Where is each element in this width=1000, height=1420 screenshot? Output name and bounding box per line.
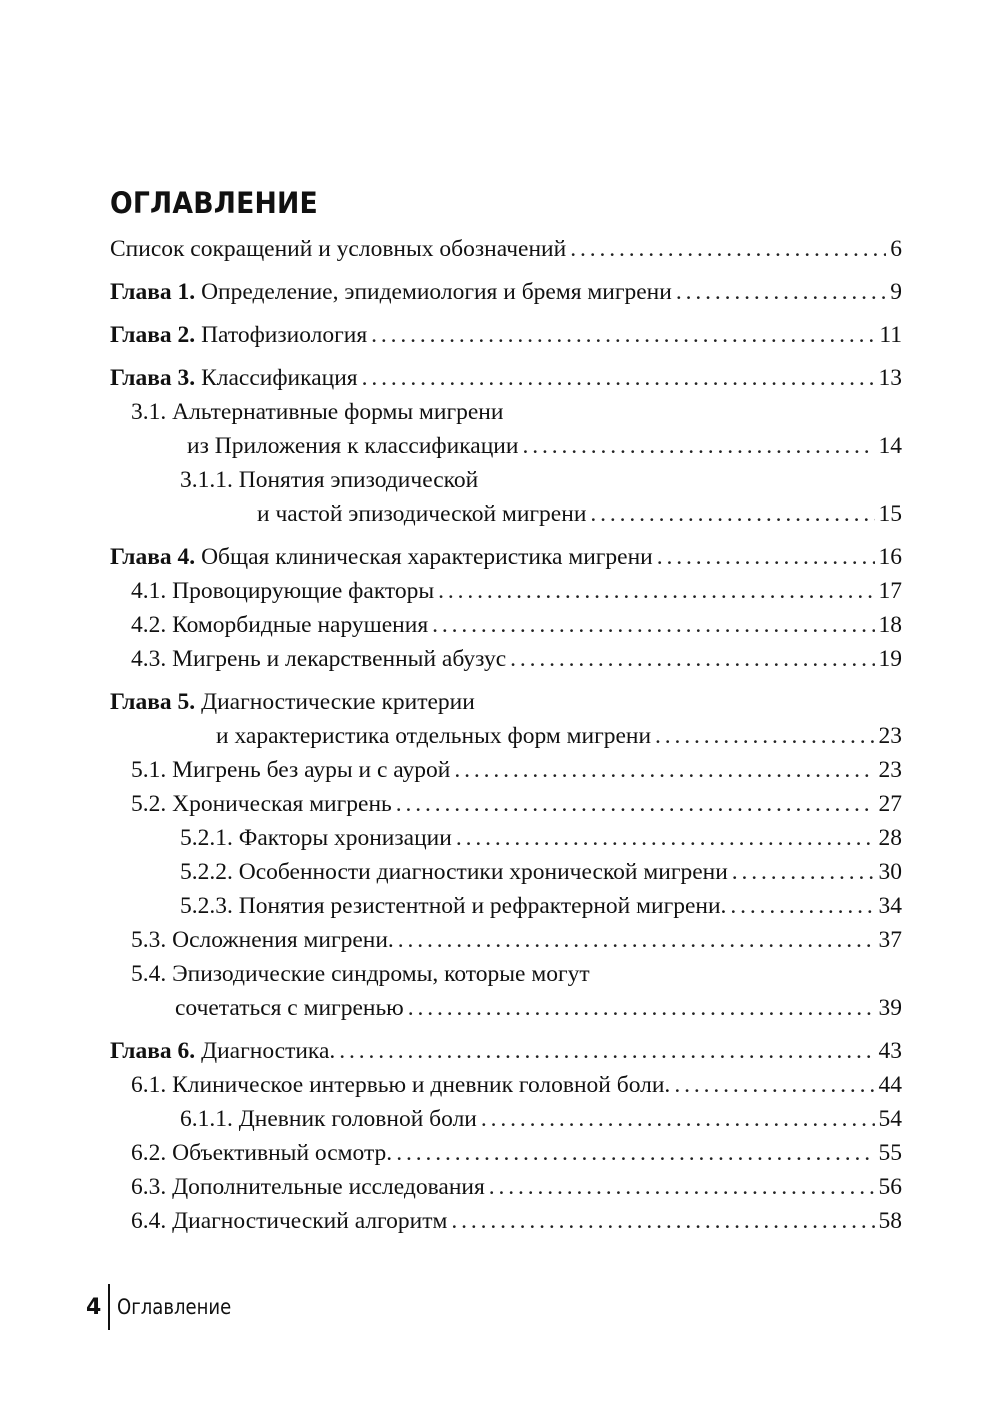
table-of-contents — [110, 232, 902, 1238]
toc-section-entry — [110, 395, 902, 463]
toc-section-entry — [110, 574, 902, 608]
chapter-label: Глава 1. — [110, 279, 196, 305]
entry-title: сочетаться с мигренью — [175, 995, 404, 1021]
page-number: 4 — [86, 1294, 102, 1320]
entry-title: из Приложения к классификации — [187, 433, 519, 459]
running-title: Оглавление — [117, 1295, 232, 1319]
entry-page-number: 23 — [878, 723, 902, 749]
entry-title: Патофизиология — [195, 322, 368, 348]
entry-page-number: 16 — [878, 544, 902, 570]
toc-section-entry — [110, 787, 902, 821]
chapter-label: Глава 5. — [110, 689, 196, 715]
entry-page-number: 14 — [878, 433, 902, 459]
dot-leader — [489, 1170, 875, 1204]
entry-page-number: 30 — [878, 859, 902, 885]
entry-page-number: 15 — [878, 501, 902, 527]
dot-leader — [396, 787, 875, 821]
dot-leader — [451, 1204, 874, 1238]
toc-chapter-entry — [110, 1034, 902, 1068]
entry-page-number: 17 — [878, 578, 902, 604]
toc-chapter-entry — [110, 318, 902, 352]
entry-title: 4.3. Мигрень и лекарственный абузус — [131, 646, 507, 672]
entry-title: 5.2.2. Особенности диагностики хронической мигрени — [180, 859, 728, 885]
toc-section-entry — [110, 1170, 902, 1204]
toc-section-entry — [110, 608, 902, 642]
dot-leader — [432, 608, 874, 642]
entry-page-number: 43 — [878, 1038, 902, 1064]
entry-title: Диагностика. — [195, 1038, 336, 1064]
toc-section-entry — [110, 1204, 902, 1238]
entry-page-number: 58 — [878, 1208, 902, 1234]
toc-section-entry — [110, 463, 902, 531]
entry-title: 6.3. Дополнительные исследования — [131, 1174, 485, 1200]
entry-title: 6.2. Объективный осмотр. — [131, 1140, 393, 1166]
entry-title-line: 5.4. Эпизодические синдромы, которые могут — [131, 961, 590, 987]
toc-chapter-entry — [110, 275, 902, 309]
entry-page-number: 44 — [878, 1072, 902, 1098]
toc-chapter-entry — [110, 232, 902, 266]
entry-title: Определение, эпидемиология и бремя мигрени — [195, 279, 672, 305]
entry-page-number: 19 — [878, 646, 902, 672]
entry-title-line: 3.1. Альтернативные формы мигрени — [131, 399, 504, 425]
chapter-label: Глава 4. — [110, 544, 196, 570]
entry-page-number: 34 — [878, 893, 902, 919]
toc-section-entry — [110, 1102, 902, 1136]
toc-section-entry — [110, 821, 902, 855]
dot-leader — [732, 855, 875, 889]
dot-leader — [408, 991, 875, 1025]
entry-page-number: 9 — [890, 279, 902, 305]
toc-chapter-entry — [110, 685, 902, 753]
dot-leader — [396, 1136, 874, 1170]
dot-leader — [454, 753, 874, 787]
dot-leader — [676, 275, 886, 309]
dot-leader — [522, 429, 874, 463]
dot-leader — [655, 719, 874, 753]
entry-page-number: 11 — [879, 322, 902, 348]
dot-leader — [438, 574, 874, 608]
toc-section-entry — [110, 889, 902, 923]
dot-leader — [730, 889, 874, 923]
entry-title: Классификация — [195, 365, 358, 391]
dot-leader — [570, 232, 886, 266]
entry-page-number: 23 — [878, 757, 902, 783]
entry-title: 5.2.3. Понятия резистентной и рефрактерной мигрени. — [180, 893, 727, 919]
entry-title: Общая клиническая характеристика мигрени — [195, 544, 653, 570]
entry-title: 6.1.1. Дневник головной боли — [180, 1106, 477, 1132]
toc-section-entry — [110, 1068, 902, 1102]
toc-section-entry — [110, 923, 902, 957]
toc-section-entry — [110, 855, 902, 889]
entry-page-number: 28 — [878, 825, 902, 851]
toc-section-entry — [110, 1136, 902, 1170]
dot-leader — [339, 1034, 874, 1068]
toc-chapter-entry — [110, 540, 902, 574]
entry-title: 5.2. Хроническая мигрень — [131, 791, 392, 817]
entry-page-number: 39 — [878, 995, 902, 1021]
entry-title-line: Диагностические критерии — [195, 689, 475, 715]
toc-title: ОГЛАВЛЕНИЕ — [110, 186, 318, 220]
entry-page-number: 6 — [890, 236, 902, 262]
entry-title: 6.1. Клиническое интервью и дневник головной боли. — [131, 1072, 671, 1098]
entry-title: 5.2.1. Факторы хронизации — [180, 825, 452, 851]
entry-page-number: 18 — [878, 612, 902, 638]
toc-section-entry — [110, 642, 902, 676]
entry-title: и характеристика отдельных форм мигрени — [216, 723, 652, 749]
entry-title: и частой эпизодической мигрени — [257, 501, 587, 527]
entry-title: 4.1. Провоцирующие факторы — [131, 578, 435, 604]
entry-page-number: 56 — [878, 1174, 902, 1200]
dot-leader — [456, 821, 875, 855]
toc-section-entry — [110, 957, 902, 1025]
entry-page-number: 37 — [878, 927, 902, 953]
entry-title: 5.1. Мигрень без ауры и с аурой — [131, 757, 451, 783]
dot-leader — [657, 540, 875, 574]
toc-chapter-entry — [110, 361, 902, 395]
toc-section-entry — [110, 753, 902, 787]
dot-leader — [510, 642, 874, 676]
entry-title: 5.3. Осложнения мигрени. — [131, 927, 394, 953]
chapter-label: Глава 3. — [110, 365, 196, 391]
page-footer — [86, 1284, 250, 1330]
entry-title-line: 3.1.1. Понятия эпизодической — [180, 467, 479, 493]
dot-leader — [674, 1068, 874, 1102]
entry-page-number: 54 — [878, 1106, 902, 1132]
footer-divider — [108, 1284, 110, 1330]
entry-page-number: 13 — [878, 365, 902, 391]
dot-leader — [398, 923, 875, 957]
chapter-label: Глава 6. — [110, 1038, 196, 1064]
dot-leader — [362, 361, 875, 395]
entry-title: 4.2. Коморбидные нарушения — [131, 612, 429, 638]
dot-leader — [481, 1102, 875, 1136]
entry-page-number: 27 — [878, 791, 902, 817]
chapter-label: Глава 2. — [110, 322, 196, 348]
dot-leader — [590, 497, 874, 531]
entry-title: 6.4. Диагностический алгоритм — [131, 1208, 448, 1234]
entry-title: Список сокращений и условных обозначений — [110, 236, 567, 262]
entry-page-number: 55 — [878, 1140, 902, 1166]
dot-leader — [371, 318, 875, 352]
